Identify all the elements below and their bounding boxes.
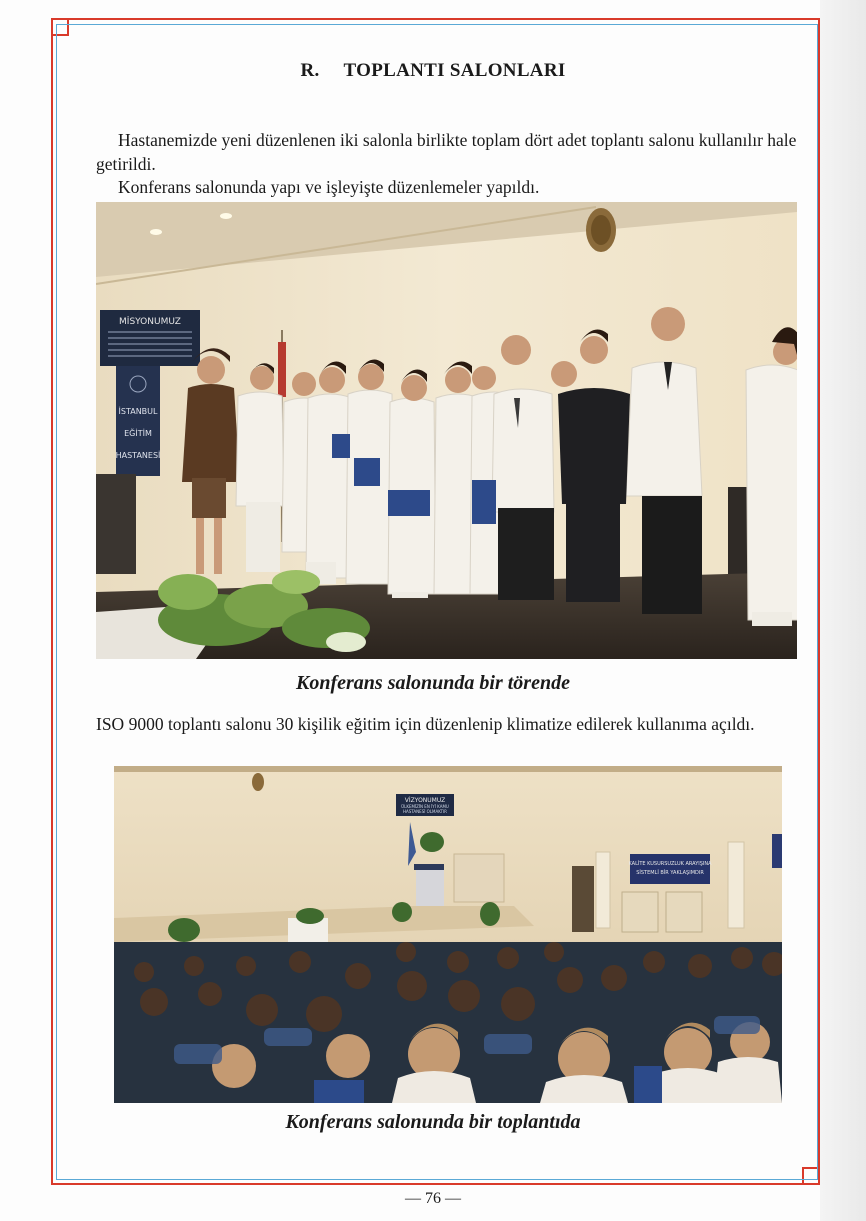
meeting-photo (114, 766, 782, 1103)
page-number: — 76 — (405, 1190, 461, 1207)
vision-sign-title: VİZYONUMUZ (404, 797, 446, 804)
section-title: TOPLANTI SALONLARI (343, 60, 566, 81)
page-edge-shadow (820, 0, 866, 1221)
paragraph-iso: ISO 9000 toplantı salonu 30 kişilik eğitim için düzenlenip klimatize edilerek kullanıma açıldı. (96, 714, 755, 734)
side-banner-line-3: HASTANESİ (115, 451, 161, 460)
side-banner-line-1: İSTANBUL (118, 407, 158, 416)
vision-sign-line-1: ÜLKEMİZİN EN İYİ KAMU (401, 804, 449, 809)
quality-sign-line-1: KALİTE KUSURSUZLUK ARAYIŞINA (628, 861, 712, 867)
caption-ceremony: Konferans salonunda bir törende (296, 672, 570, 694)
paragraph-intro-text: Hastanemizde yeni düzenlenen iki salonla birlikte toplam dört adet toplantı salonu kullanılır hale getirildi. (96, 130, 797, 174)
section-heading (0, 60, 866, 82)
side-banner-line-2: EĞİTİM (124, 429, 152, 438)
vision-sign-line-2: HASTANESİ OLMAKTIR (403, 809, 447, 814)
ceremony-photo (96, 202, 797, 659)
paragraph-conference: Konferans salonunda yapı ve işleyişte düzenlemeler yapıldı. (118, 177, 540, 197)
mission-banner-title: MİSYONUMUZ (119, 317, 181, 327)
section-letter: R. (300, 60, 320, 81)
quality-sign-line-2: SİSTEMLİ BİR YAKLAŞIMDIR (636, 870, 704, 876)
caption-meeting: Konferans salonunda bir toplantıda (285, 1111, 581, 1133)
paragraph-intro (96, 128, 801, 176)
